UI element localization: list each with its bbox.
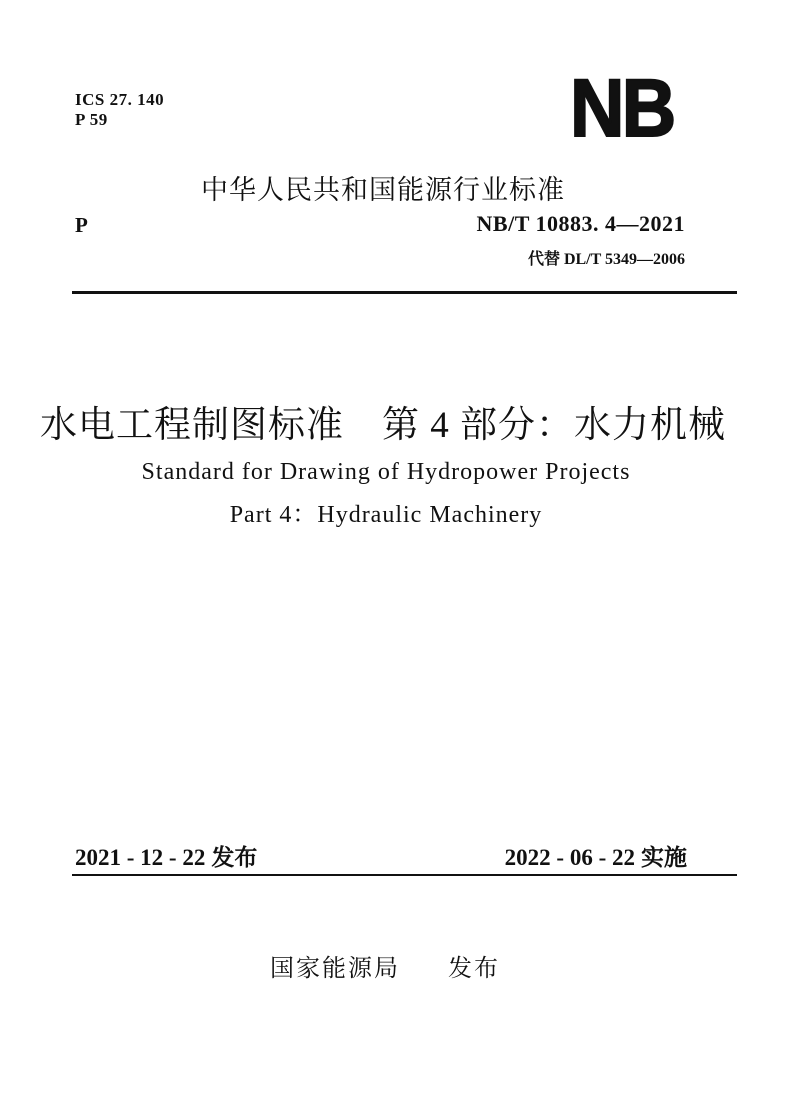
- standard-category-heading: 中华人民共和国能源行业标准: [201, 175, 565, 205]
- ics-code: ICS 27. 140: [75, 90, 165, 109]
- title-english-line2: Part 4：Hydraulic Machinery: [229, 502, 543, 528]
- class-code: P 59: [75, 110, 108, 129]
- publisher-name: 国家能源局: [270, 955, 400, 982]
- title-chinese: 水电工程制图标准 第 4 部分：水力机械: [40, 405, 726, 446]
- implement-label: 实施: [641, 844, 687, 870]
- ics-classification-block: [75, 90, 164, 130]
- publish-label: 发布: [448, 955, 500, 982]
- issue-label: 发布: [211, 844, 258, 870]
- bottom-divider-rule: [72, 874, 737, 876]
- implement-date: 2022 - 06 - 22: [504, 845, 635, 870]
- issue-date-group: [75, 839, 257, 872]
- date-row: [75, 839, 687, 872]
- title-english-line1: Standard for Drawing of Hydropower Projects: [141, 459, 631, 485]
- replaces-note: 代替 DL/T 5349—2006: [527, 251, 685, 268]
- doc-class-letter: P: [75, 213, 88, 237]
- implement-date-group: [505, 839, 687, 872]
- top-divider-rule: [72, 291, 737, 294]
- standard-number: NB/T 10883. 4—2021: [476, 211, 685, 236]
- publisher-row: [0, 948, 770, 983]
- issue-date: 2021 - 12 - 22: [75, 845, 206, 870]
- nb-logo: NB: [570, 63, 674, 154]
